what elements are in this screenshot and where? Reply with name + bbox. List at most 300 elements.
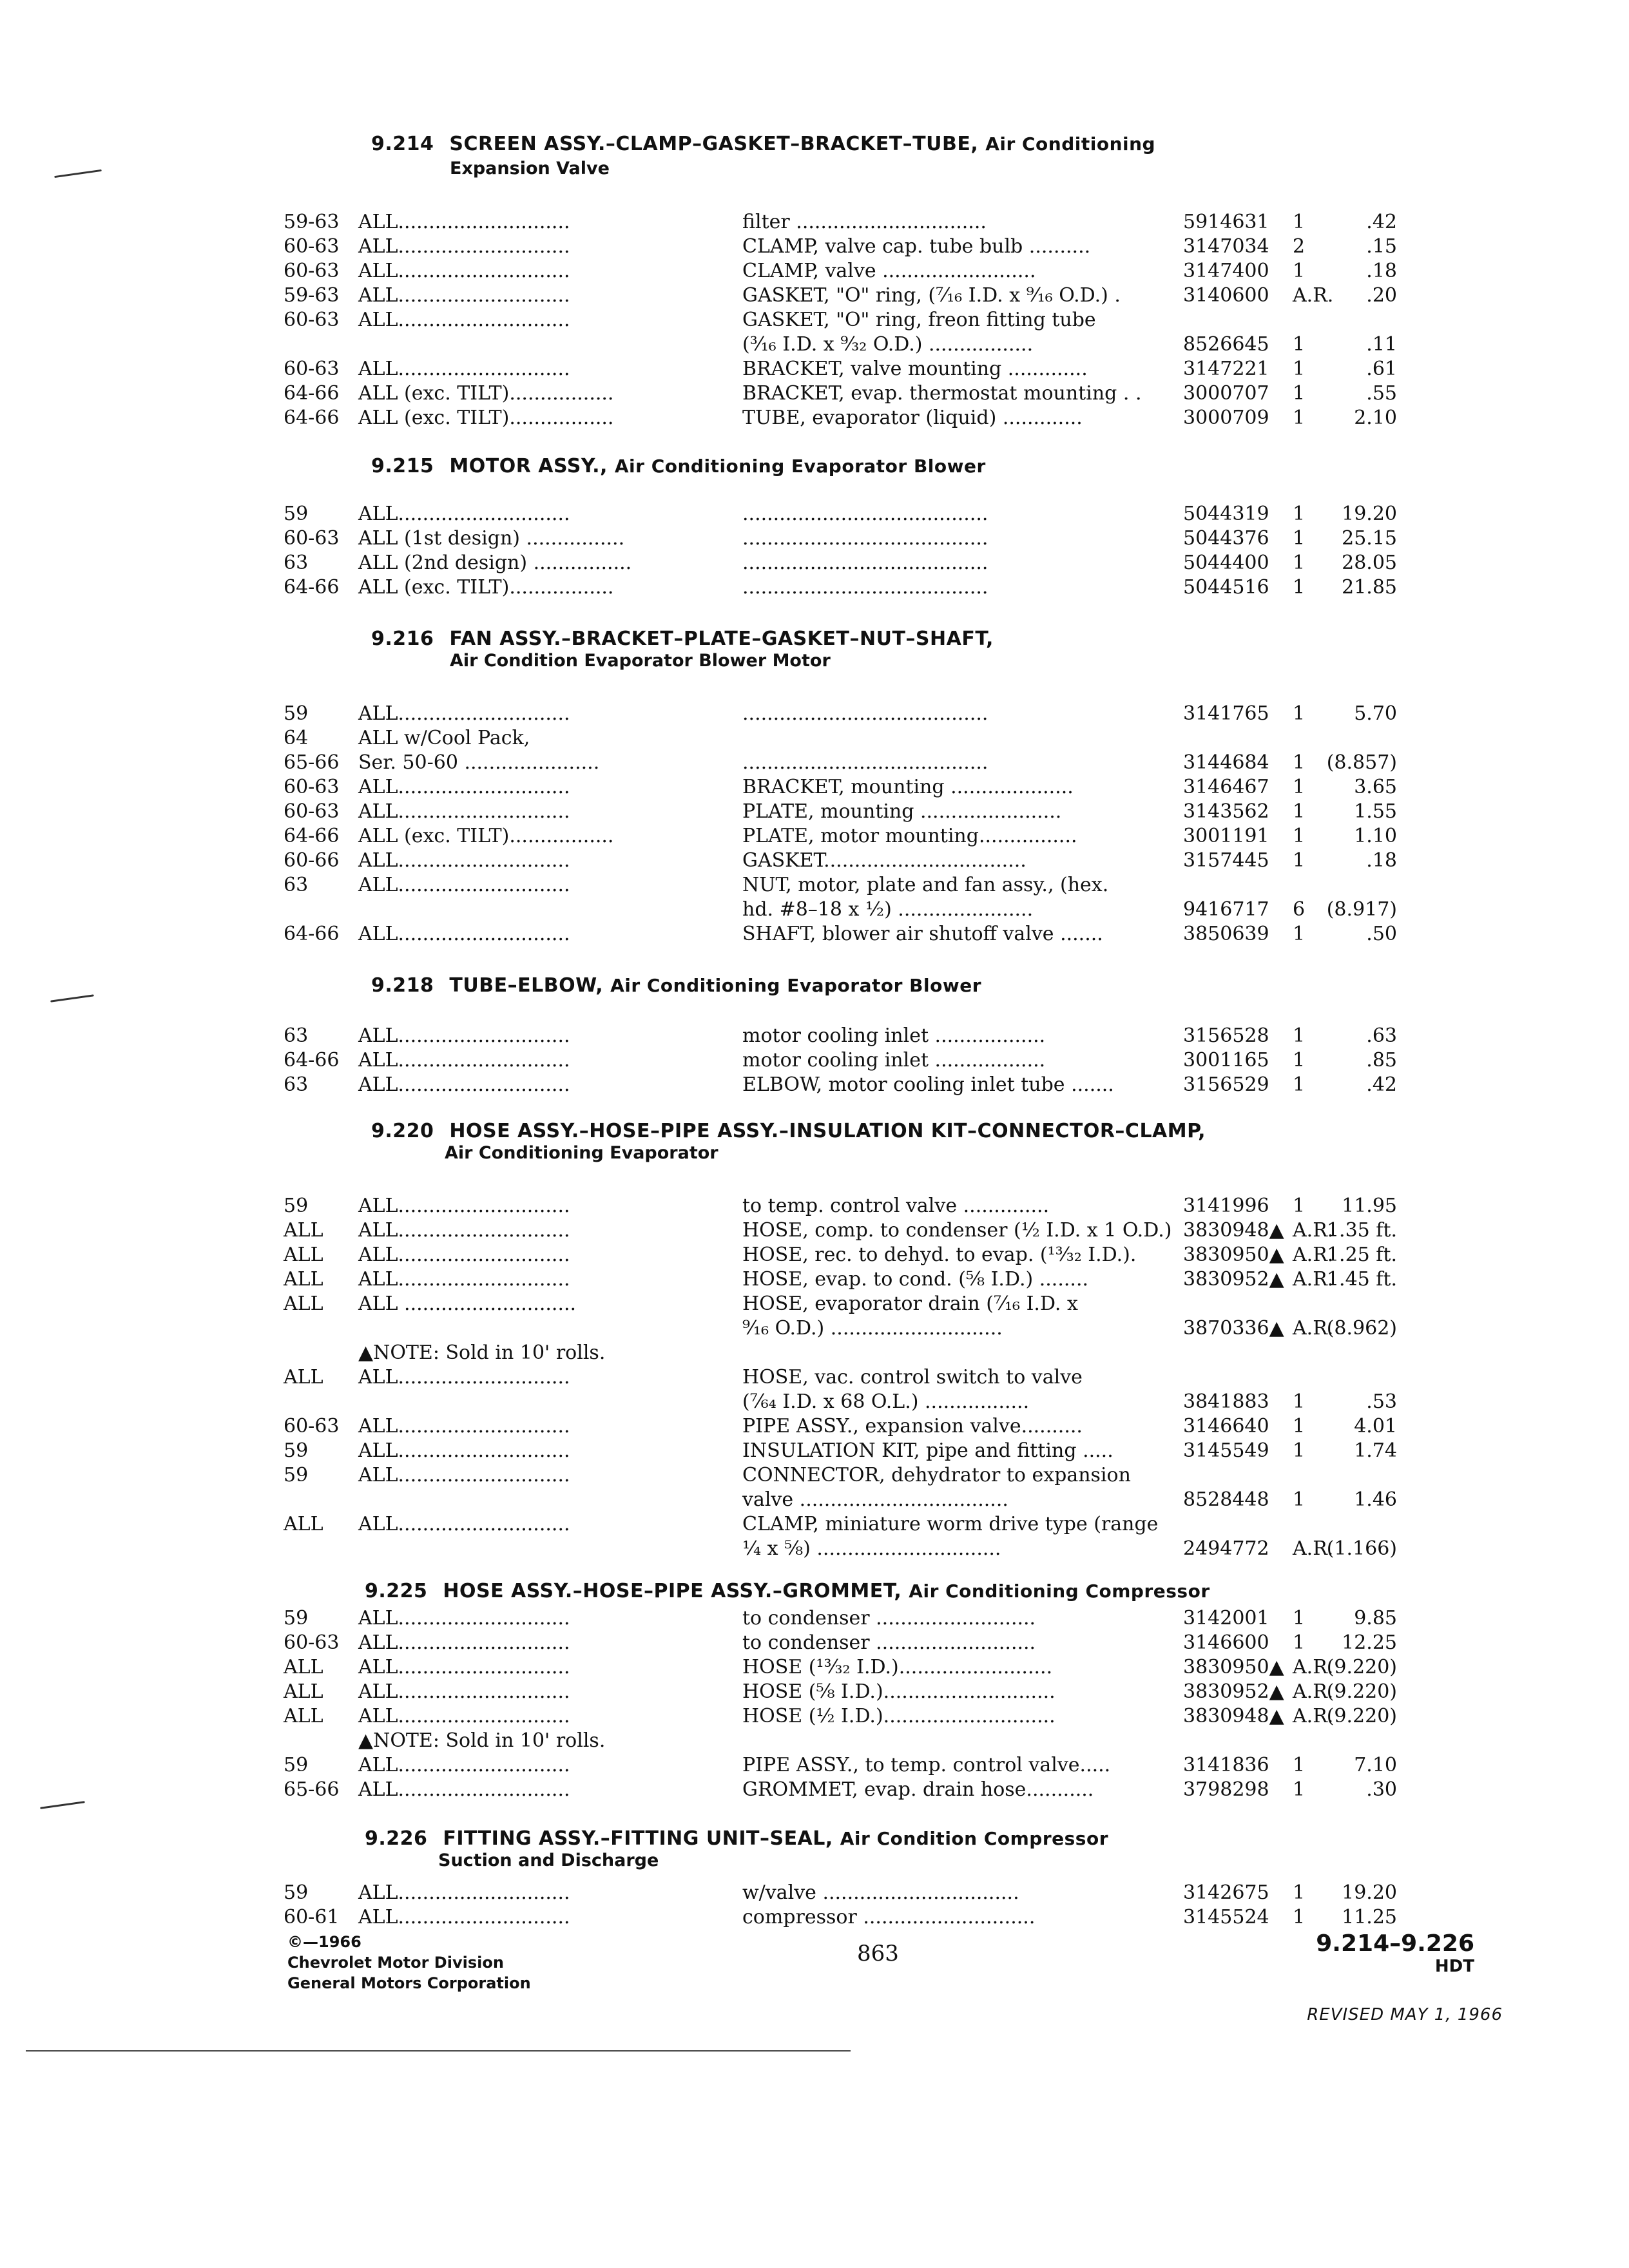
cell-year: ALL bbox=[284, 1293, 323, 1315]
cell-model: ALL............................ bbox=[358, 800, 570, 823]
margin-mark bbox=[50, 994, 94, 1002]
cell-price: 11.25 bbox=[1342, 1906, 1397, 1928]
division: Chevrolet Motor Division bbox=[287, 1954, 504, 1972]
parts-row bbox=[0, 527, 1629, 552]
cell-year: 64 bbox=[284, 727, 309, 749]
parts-row bbox=[0, 898, 1629, 923]
cell-year: 63 bbox=[284, 1024, 309, 1047]
cell-part: 3841883 bbox=[1183, 1390, 1269, 1413]
cell-desc: PIPE ASSY., to temp. control valve..... bbox=[742, 1754, 1111, 1776]
cell-part: 5914631 bbox=[1183, 211, 1269, 233]
cell-model: ALL............................ bbox=[358, 309, 570, 331]
cell-part: 8526645 bbox=[1183, 333, 1269, 356]
cell-part: 3001191 bbox=[1183, 825, 1269, 847]
cell-price: .30 bbox=[1366, 1778, 1397, 1801]
cell-qty: 1 bbox=[1293, 407, 1306, 429]
cell-part: 8528448 bbox=[1183, 1488, 1269, 1511]
parts-row bbox=[0, 1390, 1629, 1415]
parts-row bbox=[0, 1754, 1629, 1778]
cell-model: ALL............................ bbox=[358, 776, 570, 798]
cell-qty: 1 bbox=[1293, 1415, 1306, 1437]
section-subheading: Expansion Valve bbox=[450, 159, 610, 178]
cell-desc: hd. #8–18 x ½) ...................... bbox=[742, 898, 1034, 921]
copyright: ©—1966 bbox=[287, 1933, 361, 1951]
cell-qty: 1 bbox=[1293, 1906, 1306, 1928]
cell-price: 5.70 bbox=[1354, 702, 1397, 725]
parts-row bbox=[0, 260, 1629, 284]
parts-row bbox=[0, 1906, 1629, 1930]
cell-part: 3157445 bbox=[1183, 849, 1269, 872]
cell-qty: 1 bbox=[1293, 1024, 1306, 1047]
cell-part: 5044376 bbox=[1183, 527, 1269, 550]
cell-price: 11.95 bbox=[1342, 1195, 1397, 1217]
cell-price: (8.857) bbox=[1326, 751, 1397, 774]
section-code: HDT bbox=[1434, 1957, 1474, 1976]
cell-qty: 1 bbox=[1293, 800, 1306, 823]
cell-year: 64-66 bbox=[284, 1049, 340, 1072]
cell-qty: A.R. bbox=[1293, 1656, 1334, 1678]
cell-qty: A.R. bbox=[1293, 1244, 1334, 1266]
cell-desc: CLAMP, valve ......................... bbox=[742, 260, 1036, 282]
section-subheading: Air Condition Evaporator Blower Motor bbox=[450, 651, 831, 671]
section-title: FITTING ASSY.–FITTING UNIT–SEAL, bbox=[443, 1827, 833, 1850]
cell-year: ALL bbox=[284, 1513, 323, 1535]
cell-qty: 1 bbox=[1293, 1073, 1306, 1096]
parts-row bbox=[0, 1881, 1629, 1906]
cell-model: ALL............................ bbox=[358, 702, 570, 725]
cell-part: 3147034 bbox=[1183, 235, 1269, 258]
section-subheading: Air Conditioning Evaporator bbox=[445, 1143, 718, 1163]
cell-year: 63 bbox=[284, 1073, 309, 1096]
cell-year: 59 bbox=[284, 1607, 309, 1629]
cell-price: 21.85 bbox=[1342, 576, 1397, 599]
cell-price: .11 bbox=[1366, 333, 1397, 356]
cell-model: ALL (2nd design) ................ bbox=[358, 552, 632, 574]
cell-year: 64-66 bbox=[284, 825, 340, 847]
cell-desc: BRACKET, evap. thermostat mounting . . bbox=[742, 382, 1142, 405]
section-title: HOSE ASSY.–HOSE–PIPE ASSY.–GROMMET, bbox=[443, 1580, 902, 1602]
cell-qty: 1 bbox=[1293, 260, 1306, 282]
cell-price: .55 bbox=[1366, 382, 1397, 405]
cell-model: ALL (exc. TILT)................. bbox=[358, 576, 614, 599]
cell-price: 3.65 bbox=[1354, 776, 1397, 798]
cell-model: ALL............................ bbox=[358, 260, 570, 282]
parts-row bbox=[0, 1729, 1629, 1754]
parts-row bbox=[0, 776, 1629, 800]
cell-price: 1.46 bbox=[1354, 1488, 1397, 1511]
cell-qty: 1 bbox=[1293, 1607, 1306, 1629]
cell-price: .18 bbox=[1366, 260, 1397, 282]
parts-row bbox=[0, 1244, 1629, 1268]
cell-part: 3146467 bbox=[1183, 776, 1269, 798]
cell-price: 1.45 ft. bbox=[1326, 1268, 1397, 1291]
section-heading bbox=[371, 1120, 1206, 1142]
cell-year: 60-63 bbox=[284, 800, 340, 823]
parts-row bbox=[0, 849, 1629, 874]
parts-row bbox=[0, 407, 1629, 431]
cell-qty: 1 bbox=[1293, 1439, 1306, 1462]
cell-part: 3144684 bbox=[1183, 751, 1269, 774]
cell-model: ALL............................ bbox=[358, 1049, 570, 1072]
cell-qty: 1 bbox=[1293, 552, 1306, 574]
parts-row bbox=[0, 825, 1629, 849]
cell-price: .61 bbox=[1366, 358, 1397, 380]
parts-row bbox=[0, 1366, 1629, 1390]
cell-qty: 1 bbox=[1293, 702, 1306, 725]
parts-row bbox=[0, 503, 1629, 527]
cell-year: 60-63 bbox=[284, 260, 340, 282]
cell-qty: A.R. bbox=[1293, 284, 1334, 307]
cell-desc: ........................................ bbox=[742, 552, 988, 574]
cell-part: 3147400 bbox=[1183, 260, 1269, 282]
section-subheading: Suction and Discharge bbox=[438, 1850, 659, 1870]
section-subtitle: Air Conditioning Compressor bbox=[909, 1581, 1210, 1602]
cell-qty: 1 bbox=[1293, 1754, 1306, 1776]
cell-part: 3001165 bbox=[1183, 1049, 1269, 1072]
cell-model: ALL (exc. TILT)................. bbox=[358, 825, 614, 847]
section-subtitle: Air Conditioning bbox=[985, 133, 1156, 155]
cell-part: 3145524 bbox=[1183, 1906, 1269, 1928]
cell-desc: motor cooling inlet .................. bbox=[742, 1049, 1046, 1072]
cell-desc: PLATE, mounting ....................... bbox=[742, 800, 1062, 823]
parts-row bbox=[0, 284, 1629, 309]
cell-year: ALL bbox=[284, 1705, 323, 1727]
cell-model: ALL (1st design) ................ bbox=[358, 527, 625, 550]
cell-year: 65-66 bbox=[284, 1778, 340, 1801]
cell-part: 3141836 bbox=[1183, 1754, 1269, 1776]
cell-qty: 1 bbox=[1293, 503, 1306, 525]
cell-year: 63 bbox=[284, 552, 309, 574]
cell-part: 3141765 bbox=[1183, 702, 1269, 725]
section-number: 9.225 bbox=[365, 1580, 428, 1602]
cell-model: ALL (exc. TILT)................. bbox=[358, 382, 614, 405]
cell-part: 5044516 bbox=[1183, 576, 1269, 599]
section-number: 9.218 bbox=[371, 974, 434, 997]
parts-row bbox=[0, 1607, 1629, 1631]
cell-qty: A.R. bbox=[1293, 1317, 1334, 1340]
cell-model: ALL............................ bbox=[358, 1513, 570, 1535]
cell-model: ALL............................ bbox=[358, 284, 570, 307]
parts-row bbox=[0, 800, 1629, 825]
parts-row bbox=[0, 1439, 1629, 1464]
cell-model: ALL............................ bbox=[358, 1024, 570, 1047]
cell-model: ALL............................ bbox=[358, 1705, 570, 1727]
cell-part: 3156528 bbox=[1183, 1024, 1269, 1047]
parts-row bbox=[0, 235, 1629, 260]
section-number: 9.226 bbox=[365, 1827, 428, 1850]
cell-model: ALL............................ bbox=[358, 1073, 570, 1096]
cell-price: 19.20 bbox=[1342, 503, 1397, 525]
page-number: 863 bbox=[857, 1941, 899, 1966]
cell-year: 60-63 bbox=[284, 776, 340, 798]
cell-desc: CLAMP, valve cap. tube bulb .......... bbox=[742, 235, 1091, 258]
cell-price: (9.220) bbox=[1326, 1656, 1397, 1678]
parts-row bbox=[0, 1778, 1629, 1803]
cell-price: 7.10 bbox=[1354, 1754, 1397, 1776]
cell-desc: CLAMP, miniature worm drive type (range bbox=[742, 1513, 1159, 1535]
cell-qty: 1 bbox=[1293, 358, 1306, 380]
cell-model: ALL............................ bbox=[358, 503, 570, 525]
parts-row bbox=[0, 576, 1629, 601]
cell-qty: 1 bbox=[1293, 1488, 1306, 1511]
cell-year: 64-66 bbox=[284, 382, 340, 405]
cell-price: .53 bbox=[1366, 1390, 1397, 1413]
bottom-rule bbox=[26, 2050, 851, 2052]
cell-desc: GASKET, "O" ring, freon fitting tube bbox=[742, 309, 1096, 331]
parts-row bbox=[0, 1341, 1629, 1366]
cell-year: 64-66 bbox=[284, 576, 340, 599]
section-subtitle: Air Conditioning Evaporator Blower bbox=[614, 456, 986, 477]
cell-qty: 1 bbox=[1293, 751, 1306, 774]
cell-price: 1.55 bbox=[1354, 800, 1397, 823]
cell-year: 59-63 bbox=[284, 284, 340, 307]
cell-part: 3143562 bbox=[1183, 800, 1269, 823]
cell-year: 60-63 bbox=[284, 309, 340, 331]
cell-desc: CONNECTOR, dehydrator to expansion bbox=[742, 1464, 1131, 1486]
parts-row bbox=[0, 382, 1629, 407]
cell-desc: PLATE, motor mounting................ bbox=[742, 825, 1077, 847]
cell-model: ALL............................ bbox=[358, 1680, 570, 1703]
cell-price: (9.220) bbox=[1326, 1705, 1397, 1727]
parts-row bbox=[0, 1024, 1629, 1049]
cell-desc: INSULATION KIT, pipe and fitting ..... bbox=[742, 1439, 1113, 1462]
cell-year: ALL bbox=[284, 1268, 323, 1291]
cell-desc: (⁷⁄₆₄ I.D. x 68 O.L.) ................. bbox=[742, 1390, 1030, 1413]
cell-part: 3830952▲ bbox=[1183, 1680, 1284, 1703]
cell-price: .42 bbox=[1366, 211, 1397, 233]
cell-model: ALL............................ bbox=[358, 1656, 570, 1678]
section-number: 9.214 bbox=[371, 133, 434, 155]
cell-year: 59 bbox=[284, 1439, 309, 1462]
cell-qty: 1 bbox=[1293, 849, 1306, 872]
parts-row bbox=[0, 751, 1629, 776]
section-subtitle: Air Conditioning Evaporator Blower bbox=[610, 975, 981, 996]
cell-qty: A.R. bbox=[1293, 1705, 1334, 1727]
cell-desc: HOSE, vac. control switch to valve bbox=[742, 1366, 1083, 1389]
cell-year: ALL bbox=[284, 1366, 323, 1389]
cell-year: 64-66 bbox=[284, 923, 340, 945]
section-title: FAN ASSY.–BRACKET–PLATE–GASKET–NUT–SHAFT, bbox=[449, 628, 994, 650]
cell-model: ALL............................ bbox=[358, 1464, 570, 1486]
cell-part: 3830950▲ bbox=[1183, 1656, 1284, 1678]
cell-qty: A.R. bbox=[1293, 1219, 1334, 1242]
cell-part: 3000707 bbox=[1183, 382, 1269, 405]
cell-model: ALL (exc. TILT)................. bbox=[358, 407, 614, 429]
cell-price: (1.166) bbox=[1326, 1537, 1397, 1560]
cell-desc: SHAFT, blower air shutoff valve ....... bbox=[742, 923, 1103, 945]
cell-qty: 1 bbox=[1293, 382, 1306, 405]
cell-price: .42 bbox=[1366, 1073, 1397, 1096]
cell-qty: 1 bbox=[1293, 1881, 1306, 1904]
cell-desc: HOSE, comp. to condenser (½ I.D. x 1 O.D.) bbox=[742, 1219, 1172, 1242]
section-number: 9.216 bbox=[371, 628, 434, 650]
cell-desc: ........................................ bbox=[742, 702, 988, 725]
section-heading bbox=[371, 455, 986, 477]
cell-model: ALL............................ bbox=[358, 358, 570, 380]
cell-year: 59-63 bbox=[284, 211, 340, 233]
cell-qty: 1 bbox=[1293, 1195, 1306, 1217]
cell-part: 3140600 bbox=[1183, 284, 1269, 307]
cell-year: 60-63 bbox=[284, 527, 340, 550]
parts-row bbox=[0, 923, 1629, 947]
parts-row bbox=[0, 333, 1629, 358]
parts-row bbox=[0, 874, 1629, 898]
cell-year: 59 bbox=[284, 1754, 309, 1776]
cell-desc: ........................................ bbox=[742, 751, 988, 774]
cell-desc: w/valve ................................ bbox=[742, 1881, 1019, 1904]
section-heading bbox=[371, 974, 981, 997]
section-heading bbox=[371, 628, 994, 650]
parts-row bbox=[0, 211, 1629, 235]
cell-model: ALL............................ bbox=[358, 923, 570, 945]
cell-price: .63 bbox=[1366, 1024, 1397, 1047]
parts-row bbox=[0, 1268, 1629, 1293]
cell-model: ALL w/Cool Pack, bbox=[358, 727, 530, 749]
cell-part: 3146640 bbox=[1183, 1415, 1269, 1437]
cell-price: 28.05 bbox=[1342, 552, 1397, 574]
cell-desc: NUT, motor, plate and fan assy., (hex. bbox=[742, 874, 1109, 896]
cell-part: 3798298 bbox=[1183, 1778, 1269, 1801]
cell-part: 9416717 bbox=[1183, 898, 1269, 921]
cell-price: (8.917) bbox=[1326, 898, 1397, 921]
cell-part: 3870336▲ bbox=[1183, 1317, 1284, 1340]
cell-year: 60-63 bbox=[284, 1415, 340, 1437]
cell-price: (9.220) bbox=[1326, 1680, 1397, 1703]
cell-model: ALL............................ bbox=[358, 1244, 570, 1266]
parts-row bbox=[0, 1656, 1629, 1680]
cell-desc: TUBE, evaporator (liquid) ............. bbox=[742, 407, 1083, 429]
cell-desc: ⁹⁄₁₆ O.D.) ............................ bbox=[742, 1317, 1003, 1340]
cell-part: 3146600 bbox=[1183, 1631, 1269, 1654]
cell-desc: motor cooling inlet .................. bbox=[742, 1024, 1046, 1047]
cell-model: ALL............................ bbox=[358, 1631, 570, 1654]
cell-desc: HOSE (¹³⁄₃₂ I.D.)......................... bbox=[742, 1656, 1053, 1678]
cell-qty: A.R. bbox=[1293, 1268, 1334, 1291]
cell-qty: A.R. bbox=[1293, 1680, 1334, 1703]
cell-year: 59 bbox=[284, 1464, 309, 1486]
parts-row bbox=[0, 702, 1629, 727]
parts-row bbox=[0, 1705, 1629, 1729]
cell-part: 3830952▲ bbox=[1183, 1268, 1284, 1291]
parts-row bbox=[0, 1680, 1629, 1705]
cell-desc: ........................................ bbox=[742, 527, 988, 550]
cell-year: 59 bbox=[284, 1881, 309, 1904]
cell-model: ALL............................ bbox=[358, 1366, 570, 1389]
cell-year: 60-63 bbox=[284, 1631, 340, 1654]
cell-desc: ELBOW, motor cooling inlet tube ....... bbox=[742, 1073, 1114, 1096]
parts-row bbox=[0, 1537, 1629, 1562]
cell-model: ALL............................ bbox=[358, 1439, 570, 1462]
parts-row bbox=[0, 1464, 1629, 1488]
cell-part: 3142675 bbox=[1183, 1881, 1269, 1904]
cell-model: ALL ............................ bbox=[358, 1293, 577, 1315]
parts-row bbox=[0, 1073, 1629, 1098]
cell-part: 5044400 bbox=[1183, 552, 1269, 574]
parts-row bbox=[0, 727, 1629, 751]
cell-desc: ........................................ bbox=[742, 576, 988, 599]
section-heading bbox=[365, 1827, 1108, 1850]
cell-desc: ¼ x ⅝) .............................. bbox=[742, 1537, 1001, 1560]
section-heading bbox=[365, 1580, 1210, 1602]
cell-qty: 2 bbox=[1293, 235, 1306, 258]
cell-part: 3145549 bbox=[1183, 1439, 1269, 1462]
parts-row bbox=[0, 1415, 1629, 1439]
cell-model: ALL............................ bbox=[358, 874, 570, 896]
cell-year: 60-66 bbox=[284, 849, 340, 872]
cell-desc: GROMMET, evap. drain hose........... bbox=[742, 1778, 1094, 1801]
cell-model: ALL............................ bbox=[358, 1778, 570, 1801]
cell-year: ALL bbox=[284, 1656, 323, 1678]
cell-part: 3142001 bbox=[1183, 1607, 1269, 1629]
cell-price: .50 bbox=[1366, 923, 1397, 945]
parts-row bbox=[0, 1049, 1629, 1073]
section-number: 9.220 bbox=[371, 1120, 434, 1142]
cell-part: 3141996 bbox=[1183, 1195, 1269, 1217]
cell-part: 5044319 bbox=[1183, 503, 1269, 525]
cell-part: 3156529 bbox=[1183, 1073, 1269, 1096]
footer-publisher bbox=[287, 1932, 531, 1994]
cell-year: 60-61 bbox=[284, 1906, 340, 1928]
cell-qty: 1 bbox=[1293, 1049, 1306, 1072]
section-number: 9.215 bbox=[371, 455, 434, 477]
cell-qty: 1 bbox=[1293, 527, 1306, 550]
cell-qty: 1 bbox=[1293, 1778, 1306, 1801]
cell-desc: GASKET, "O" ring, (⁷⁄₁₆ I.D. x ⁹⁄₁₆ O.D.) . bbox=[742, 284, 1121, 307]
cell-model: ▲NOTE: Sold in 10' rolls. bbox=[358, 1729, 606, 1752]
section-subtitle: Air Condition Compressor bbox=[840, 1828, 1109, 1849]
cell-year: 63 bbox=[284, 874, 309, 896]
cell-desc: ........................................ bbox=[742, 503, 988, 525]
cell-part: 2494772 bbox=[1183, 1537, 1269, 1560]
cell-qty: 1 bbox=[1293, 923, 1306, 945]
cell-qty: 1 bbox=[1293, 211, 1306, 233]
cell-price: .18 bbox=[1366, 849, 1397, 872]
cell-model: ALL............................ bbox=[358, 211, 570, 233]
cell-qty: 1 bbox=[1293, 333, 1306, 356]
cell-qty: 1 bbox=[1293, 825, 1306, 847]
cell-price: 1.35 ft. bbox=[1326, 1219, 1397, 1242]
parts-row bbox=[0, 1195, 1629, 1219]
cell-year: 65-66 bbox=[284, 751, 340, 774]
cell-model: ALL............................ bbox=[358, 1754, 570, 1776]
cell-desc: HOSE (⅝ I.D.)............................ bbox=[742, 1680, 1055, 1703]
parts-row bbox=[0, 309, 1629, 333]
section-heading bbox=[371, 133, 1155, 155]
cell-model: ALL............................ bbox=[358, 1415, 570, 1437]
cell-desc: filter ............................... bbox=[742, 211, 987, 233]
parts-row bbox=[0, 1293, 1629, 1317]
cell-price: 12.25 bbox=[1342, 1631, 1397, 1654]
margin-mark bbox=[54, 169, 102, 178]
cell-desc: to temp. control valve .............. bbox=[742, 1195, 1050, 1217]
cell-model: ALL............................ bbox=[358, 849, 570, 872]
cell-part: 3830950▲ bbox=[1183, 1244, 1284, 1266]
cell-year: ALL bbox=[284, 1680, 323, 1703]
parts-row bbox=[0, 1488, 1629, 1513]
cell-desc: HOSE, evap. to cond. (⅝ I.D.) ........ bbox=[742, 1268, 1089, 1291]
section-title: SCREEN ASSY.–CLAMP–GASKET–BRACKET–TUBE, bbox=[449, 133, 979, 155]
cell-model: ALL............................ bbox=[358, 1195, 570, 1217]
cell-qty: 1 bbox=[1293, 576, 1306, 599]
cell-part: 3000709 bbox=[1183, 407, 1269, 429]
cell-desc: (³⁄₁₆ I.D. x ⁹⁄₃₂ O.D.) ................. bbox=[742, 333, 1034, 356]
revised-date: REVISED MAY 1, 1966 bbox=[1307, 2005, 1503, 2024]
cell-desc: compressor ............................ bbox=[742, 1906, 1036, 1928]
cell-desc: to condenser .......................... bbox=[742, 1631, 1036, 1654]
parts-row bbox=[0, 358, 1629, 382]
cell-year: 59 bbox=[284, 702, 309, 725]
cell-part: 3850639 bbox=[1183, 923, 1269, 945]
